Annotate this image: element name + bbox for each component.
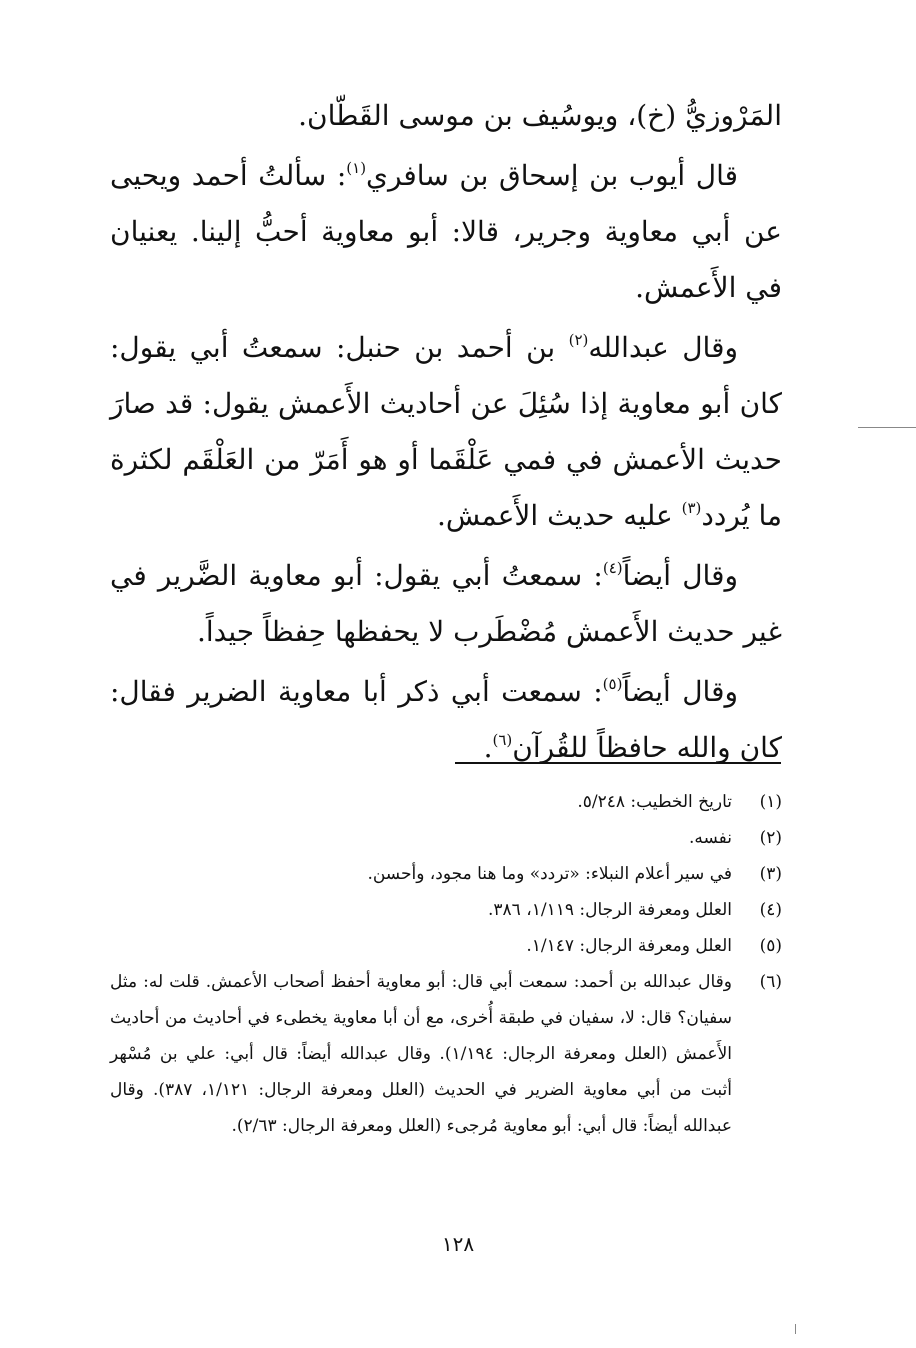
footnote-text: نفسه.: [688, 828, 732, 848]
footnote-ref-4[interactable]: (٤): [602, 559, 623, 577]
footnotes: [110, 784, 782, 1144]
page-number: ١٢٨: [441, 1232, 475, 1256]
footnote-ref-6[interactable]: (٦): [492, 731, 513, 749]
paragraph-1: [110, 88, 782, 144]
footnote-number: (٣): [759, 864, 782, 884]
margin-mark: [858, 427, 916, 428]
footnote-number: (٢): [759, 828, 782, 848]
paragraph-3-text-b: بن أحمد بن حنبل: سمعتُ أبي يقول: كان أبو معاوية إذا سُئِلَ عن أحاديث الأَعمش يقول: قد صارَ حديث الأعمش في فمي عَلْقَما أو هو أَمَرّ من العَلْقَم لكثرة ما يُردد: [110, 331, 782, 532]
footnote-number: (٥): [759, 936, 782, 956]
footnote-text: تاريخ الخطيب: ٥/٢٤٨.: [577, 792, 732, 812]
paragraph-3-text-a: وقال عبدالله: [588, 331, 738, 364]
paragraph-3-text-c: عليه حديث الأَعمش.: [436, 499, 682, 532]
footnote-number: (٦): [759, 972, 782, 992]
paragraph-5-text-a: وقال أيضاً: [622, 675, 738, 708]
paragraph-4: [110, 548, 782, 660]
footnote-ref-2[interactable]: (٢): [568, 331, 589, 349]
footnote-text: وقال عبدالله بن أحمد: سمعت أبي قال: أبو معاوية أحفظ أصحاب الأعمش. قلت له: مثل سفيان؟ قال: لا، سفيان في طبقة أُخرى، مع أن أبا معاوية يخطىء في أحاديث من أحاديث الأَعمش (العلل ومعرفة الرجال: ١/١٩٤). وقال عبدالله أيضاً: قال أبي: علي بن مُسْهر أثبت من أبي معاوية الضرير في الحديث (العلل ومعرفة الرجال: ١/١٢١، ٣٨٧). وقال عبدالله أيضاً: قال أبي: أبو معاوية مُرجىء (العلل ومعرفة الرجال: ٢/٦٣).: [110, 972, 732, 1136]
footnote-item: [110, 928, 782, 964]
edge-mark: [795, 1324, 796, 1334]
footnote-text: في سير أعلام النبلاء: «تردد» وما هنا مجود، وأحسن.: [367, 864, 732, 884]
footnote-item: [110, 964, 782, 1144]
main-text: [110, 88, 782, 780]
footnote-ref-3[interactable]: (٣): [681, 499, 702, 517]
footnote-item: [110, 784, 782, 820]
paragraph-5-text-c: .: [483, 731, 493, 764]
paragraph-3: [110, 320, 782, 544]
paragraph-4-text-b: : سمعتُ أبي يقول: أبو معاوية الضَّرير في غير حديث الأَعمش مُضْطَرب لا يحفظها حِفظاً جيداً.: [110, 559, 782, 648]
footnote-number: (٤): [759, 900, 782, 920]
footnote-item: [110, 820, 782, 856]
footnote-ref-1[interactable]: (١): [346, 159, 367, 177]
footnote-ref-5[interactable]: (٥): [602, 675, 623, 693]
footnote-item: [110, 856, 782, 892]
paragraph-5-text-b: : سمعت أبي ذكر أبا معاوية الضرير فقال: كان والله حافظاً للقُرآن: [110, 675, 782, 764]
paragraph-1-text: المَرْوزيُّ (خ)، ويوسُيف بن موسى القَطّان.: [298, 99, 782, 132]
footnote-number: (١): [759, 792, 782, 812]
paragraph-4-text-a: وقال أيضاً: [622, 559, 738, 592]
footnote-text: العلل ومعرفة الرجال: ١/١٤٧.: [526, 936, 732, 956]
paragraph-2-text-b: : سألتُ أحمد ويحيى عن أبي معاوية وجرير، قالا: أبو معاوية أحبُّ إلينا. يعنيان في الأَعمش.: [110, 159, 782, 304]
footnote-text: العلل ومعرفة الرجال: ١/١١٩، ٣٨٦.: [488, 900, 732, 920]
paragraph-5: [110, 664, 782, 776]
paragraph-2-text-a: قال أيوب بن إسحاق بن سافري: [366, 159, 738, 192]
footnote-item: [110, 892, 782, 928]
paragraph-2: [110, 148, 782, 316]
footnote-separator: [455, 762, 781, 764]
